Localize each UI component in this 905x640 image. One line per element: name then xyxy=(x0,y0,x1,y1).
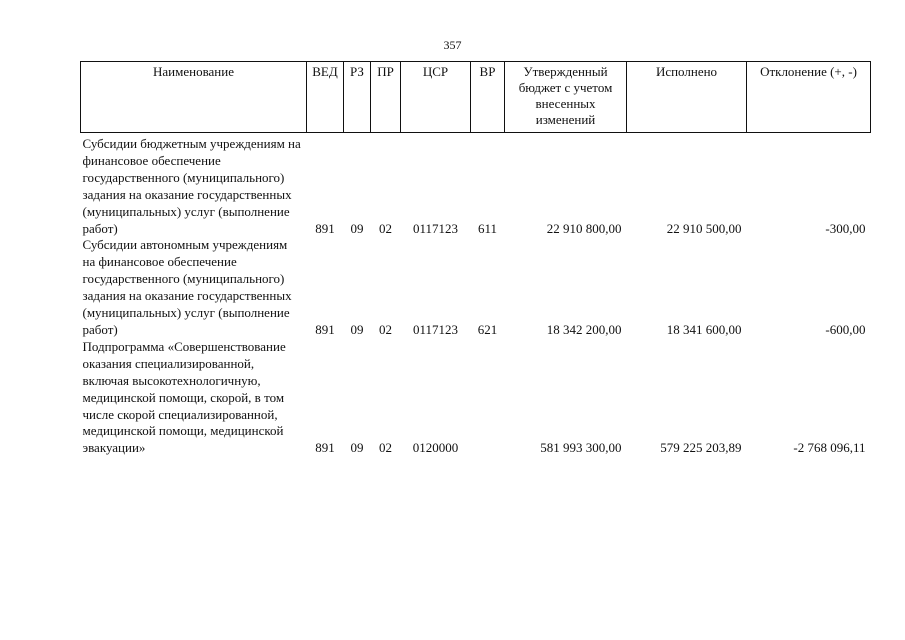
table-header-row xyxy=(81,62,871,133)
row-deviation: -600,00 xyxy=(825,321,866,337)
header-vr: ВР xyxy=(471,62,505,133)
row-name: Субсидии автономным учреждениям на финансовое обеспечение государственного (муниципального) задания на оказание государственных (муниципальных) услуг (выполнение работ) xyxy=(82,237,292,337)
budget-execution-table xyxy=(80,61,871,457)
row-csr: 0120000 xyxy=(412,440,459,456)
row-rz: 09 xyxy=(350,220,364,236)
header-csr: ЦСР xyxy=(401,62,471,133)
row-vr xyxy=(471,339,505,457)
row-vr: 611 xyxy=(477,220,498,236)
header-rz: РЗ xyxy=(344,62,371,133)
row-ved: 891 xyxy=(315,440,335,456)
table-row xyxy=(81,133,871,238)
row-pr: 02 xyxy=(379,440,392,456)
row-name: Субсидии бюджетным учреждениям на финансовое обеспечение государственного (муниципального) задания на оказание государственных (муниципальных) услуг (выполнение работ) xyxy=(82,136,301,236)
row-vr: 621 xyxy=(477,321,498,337)
row-approved-budget: 581 993 300,00 xyxy=(540,440,622,456)
row-ved: 891 xyxy=(315,220,335,236)
row-approved-budget: 18 342 200,00 xyxy=(546,321,622,337)
header-ved: ВЕД xyxy=(307,62,344,133)
row-executed: 22 910 500,00 xyxy=(666,220,742,236)
row-executed: 18 341 600,00 xyxy=(666,321,742,337)
header-executed: Исполнено xyxy=(627,62,747,133)
page-number: 357 xyxy=(443,38,462,52)
row-executed: 579 225 203,89 xyxy=(660,440,742,456)
row-pr: 02 xyxy=(379,321,392,337)
header-approved-budget: Утвержденный бюджет с учетом внесенных изменений xyxy=(505,62,627,133)
row-deviation: -2 768 096,11 xyxy=(793,440,866,456)
row-name: Подпрограмма «Совершенствование оказания специализированной, включая высокотехнологичную, медицинской помощи, скорой, в том числе скорой специализированной, медицинской помощи, медицинской эвакуации» xyxy=(82,338,286,456)
row-deviation: -300,00 xyxy=(825,220,866,236)
row-ved: 891 xyxy=(315,321,335,337)
header-name: Наименование xyxy=(81,62,307,133)
row-approved-budget: 22 910 800,00 xyxy=(546,220,622,236)
row-rz: 09 xyxy=(350,440,364,456)
row-rz: 09 xyxy=(350,321,364,337)
row-csr: 0117123 xyxy=(412,220,459,236)
row-csr: 0117123 xyxy=(412,321,459,337)
header-pr: ПР xyxy=(371,62,401,133)
table-row xyxy=(81,237,871,338)
header-deviation: Отклонение (+, -) xyxy=(747,62,871,133)
row-pr: 02 xyxy=(379,220,392,236)
table-row xyxy=(81,339,871,457)
